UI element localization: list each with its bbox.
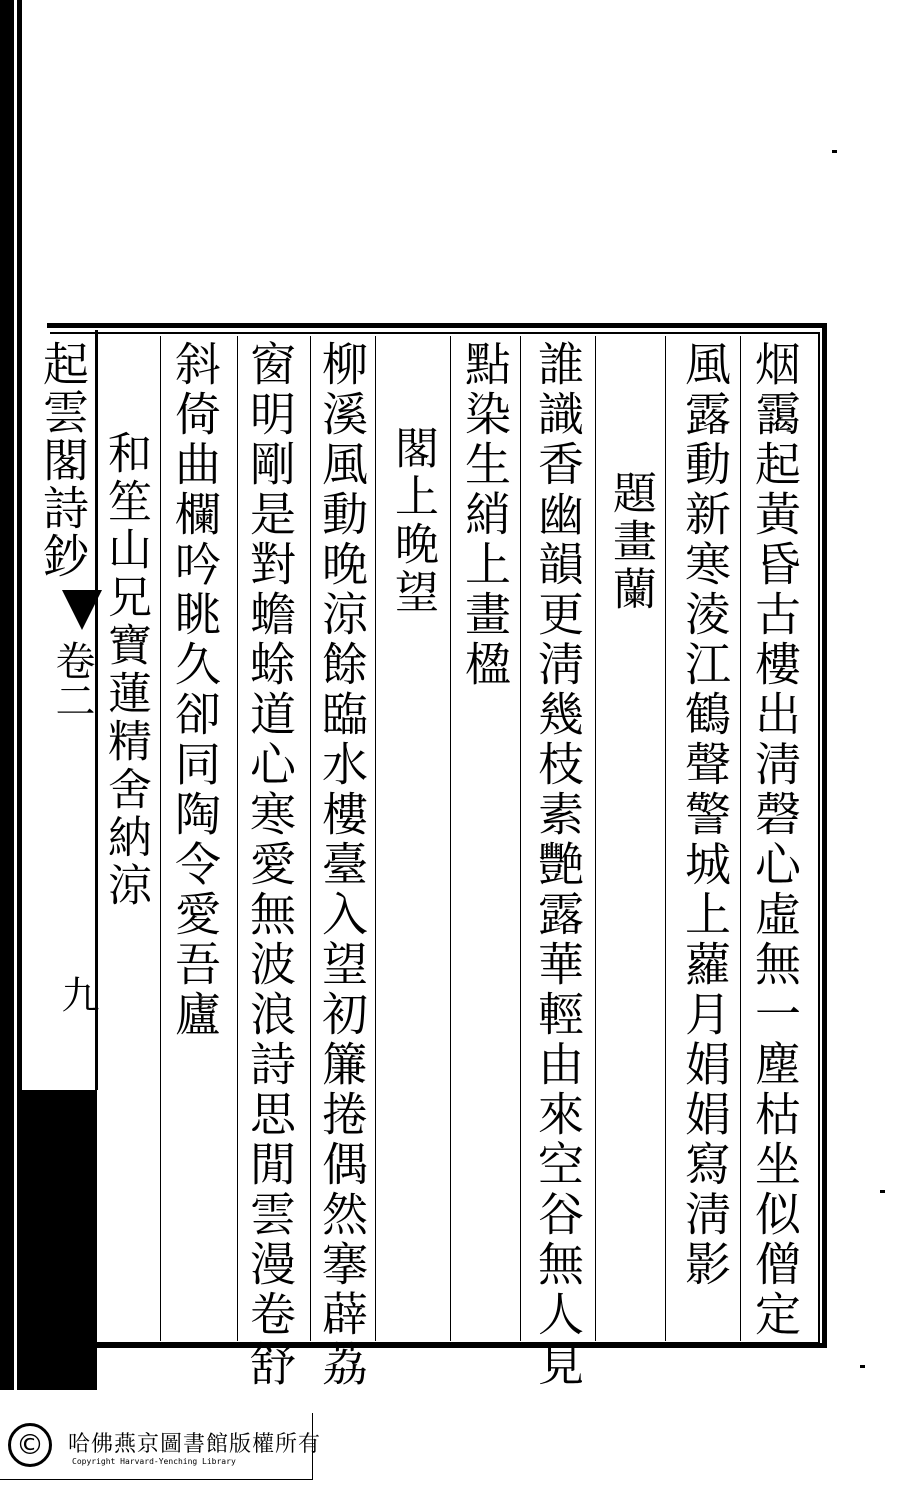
page-number: 九 — [55, 975, 99, 1013]
scan-speck — [880, 1190, 885, 1193]
verse-column-3: 誰識香幽韻更淸幾枝素艷露華輕由來空谷無人見 — [531, 340, 585, 1390]
volume-label: 卷二 — [49, 640, 95, 720]
book-title: 起雲閣詩鈔 — [36, 340, 90, 580]
scan-speck — [860, 1365, 865, 1368]
verse-column-1: 烟靄起黃昏古樓出淸磬心虛無一塵枯坐似僧定 — [748, 340, 802, 1340]
verse-column-2: 風露動新寒淩江鶴聲警城上蘿月娟娟寫淸影 — [678, 340, 732, 1290]
scan-speck — [832, 150, 837, 153]
column-rule — [237, 336, 238, 1341]
poem-title-ge-shang-wan-wang: 閣上晚望 — [387, 425, 438, 617]
column-rule — [740, 336, 741, 1341]
column-rule — [375, 336, 376, 1341]
copyright-english: Copyright Harvard-Yenching Library — [72, 1457, 236, 1466]
column-rule — [665, 336, 666, 1341]
column-rule — [520, 336, 521, 1341]
copyright-stamp — [0, 1413, 322, 1480]
copyright-chinese: 哈佛燕京圖書館版權所有 — [68, 1432, 322, 1457]
column-rule — [595, 336, 596, 1341]
column-rule — [450, 336, 451, 1341]
poem-title-he-sheng-shan: 和笙山兄寶蓮精舍納涼 — [100, 430, 151, 910]
column-rule — [310, 336, 311, 1341]
copyright-icon: © — [8, 1423, 52, 1467]
poem-title-ti-hua-lan: 題畫蘭 — [605, 470, 656, 614]
fishtail-mark — [62, 590, 102, 630]
verse-column-6: 窗明剛是對蟾蜍道心寒愛無波浪詩思閒雲漫卷舒 — [243, 340, 297, 1390]
verse-column-5: 柳溪風動晚涼餘臨水樓臺入望初簾捲偶然搴薜荔 — [315, 340, 369, 1390]
column-rule — [160, 336, 161, 1341]
verse-column-4: 點染生綃上畫楹 — [458, 340, 512, 690]
verse-column-7: 斜倚曲欄吟眺久卻同陶令愛吾廬 — [168, 340, 222, 1040]
